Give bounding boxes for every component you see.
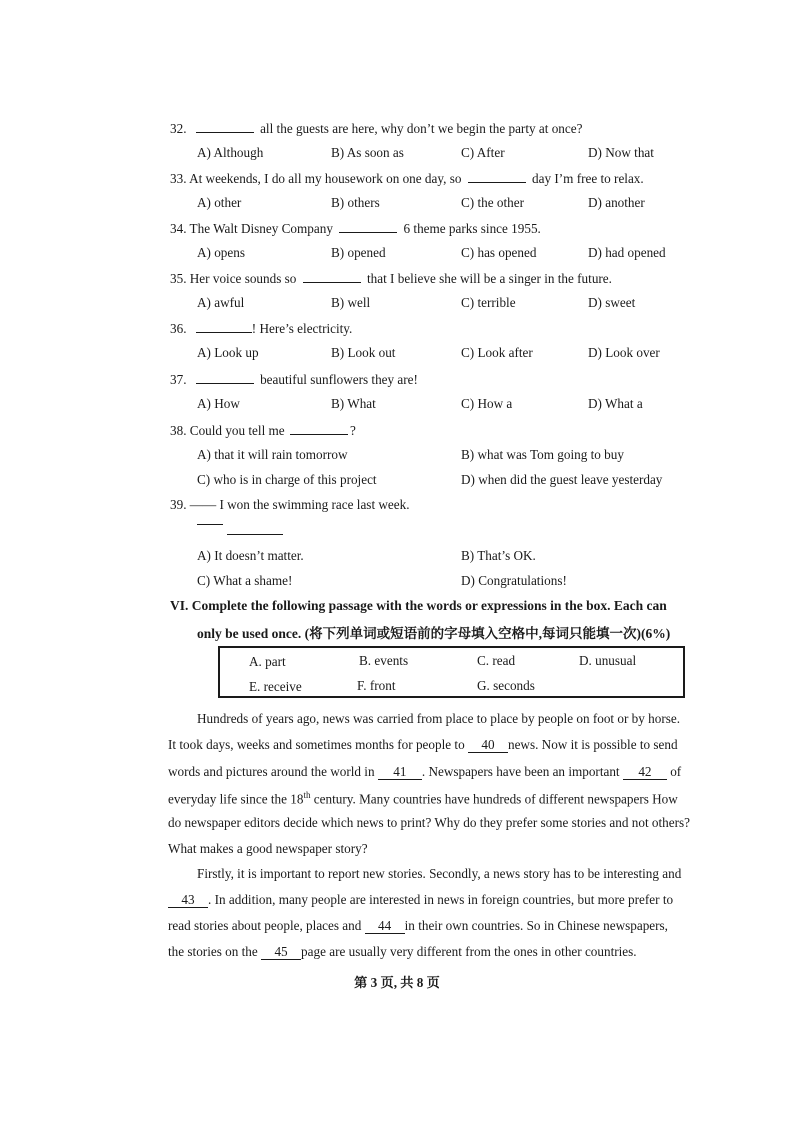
passage-text: of	[670, 764, 682, 779]
answer-blank	[196, 371, 254, 384]
passage-text: . Newspapers have been an important	[421, 764, 620, 779]
question-number: 35.	[170, 271, 187, 286]
option-c: C) has opened	[461, 245, 537, 260]
option-d: D) when did the guest leave yesterday	[461, 472, 663, 487]
question-number: 34.	[170, 221, 187, 236]
option-a: A) opens	[197, 245, 245, 260]
question-text: day I’m free to relax.	[532, 171, 644, 186]
option-b: B) That’s OK.	[461, 548, 536, 563]
option-b: B) what was Tom going to buy	[461, 447, 624, 462]
passage-line	[168, 918, 668, 934]
blank-44: 44	[365, 919, 405, 934]
question-text: Her voice sounds so	[189, 271, 297, 286]
page-footer: 第 3 页, 共 8 页	[354, 975, 440, 990]
passage-line: Hundreds of years ago, news was carried from place to place by people on foot or by horse.	[197, 711, 681, 726]
word-option: A. part	[249, 654, 286, 669]
option-d: D) another	[588, 195, 645, 210]
blank-40: 40	[468, 738, 508, 753]
option-a: A) How	[197, 396, 240, 411]
answer-blank	[290, 422, 348, 435]
option-a: A) that it will rain tomorrow	[197, 447, 348, 462]
question-text: Could you tell me	[189, 423, 285, 438]
word-option: E. receive	[249, 679, 302, 694]
blank-45: 45	[261, 945, 301, 960]
option-d: D) Look over	[588, 345, 660, 360]
passage-text: the stories on the	[168, 944, 258, 959]
option-d: D) Congratulations!	[461, 573, 567, 588]
question-number: 39.	[170, 497, 187, 512]
question-number: 33.	[170, 171, 187, 186]
word-option: B. events	[359, 653, 409, 668]
question-number: 37.	[170, 372, 187, 387]
option-c: C) How a	[461, 396, 513, 411]
question-number: 32.	[170, 121, 187, 136]
question-text: all the guests are here, why don’t we begin the party at once?	[260, 121, 583, 136]
question-39	[170, 497, 410, 513]
option-a: A) other	[197, 195, 242, 210]
option-d: D) What a	[588, 396, 643, 411]
question-text: beautiful sunflowers they are!	[260, 372, 418, 387]
answer-blank	[196, 120, 254, 133]
passage-text: . In addition, many people are interested in news in foreign countries, but more prefer to	[208, 892, 674, 907]
question-36	[170, 320, 352, 337]
word-box	[218, 646, 685, 698]
option-d: D) had opened	[588, 245, 666, 260]
section-instructions: only be used once. (将下列单词或短语前的字母填入空格中,每词只能填一次)(6%)	[197, 626, 671, 641]
question-number: 38.	[170, 423, 187, 438]
question-text: At weekends, I do all my housework on one day, so	[189, 171, 462, 186]
passage-text: It took days, weeks and sometimes months for people to	[168, 737, 465, 752]
option-b: B) Look out	[331, 345, 396, 360]
passage-line	[168, 790, 678, 807]
passage-text: century. Many countries have hundreds of different newspapers How	[313, 791, 678, 807]
answer-blank	[196, 320, 252, 333]
option-b: B) As soon as	[331, 145, 404, 160]
blank-41: 41	[378, 765, 422, 780]
question-text: The Walt Disney Company	[189, 221, 333, 236]
question-text: ?	[349, 423, 356, 438]
option-b: B) opened	[331, 245, 386, 260]
question-34	[170, 220, 541, 237]
option-d: D) sweet	[588, 295, 636, 310]
option-b: B) well	[331, 295, 371, 310]
option-c: C) terrible	[461, 295, 516, 310]
word-option: D. unusual	[579, 653, 637, 668]
question-33	[170, 170, 644, 187]
section-heading: VI. Complete the following passage with the words or expressions in the box. Each can	[170, 598, 667, 613]
option-a: A) awful	[197, 295, 245, 310]
question-text: —— I won the swimming race last week.	[189, 497, 410, 512]
option-c: C) who is in charge of this project	[197, 472, 377, 487]
word-option: C. read	[477, 653, 516, 668]
passage-line: do newspaper editors decide which news to print? Why do they prefer some stories and not others?	[168, 815, 690, 830]
option-c: C) After	[461, 145, 505, 160]
passage-line: What makes a good newspaper story?	[168, 841, 368, 856]
passage-line	[168, 737, 678, 753]
question-text: 6 theme parks since 1955.	[403, 221, 541, 236]
passage-line	[168, 764, 681, 780]
passage-line	[168, 892, 673, 908]
question-38	[170, 422, 356, 439]
option-c: C) What a shame!	[197, 573, 293, 588]
passage-text: page are usually very different from the ones in other countries.	[301, 944, 637, 959]
passage-text: in their own countries. So in Chinese newspapers,	[404, 918, 668, 933]
passage-text: words and pictures around the world in	[168, 764, 375, 779]
option-d: D) Now that	[588, 145, 654, 160]
option-a: A) It doesn’t matter.	[197, 548, 304, 563]
answer-blank	[303, 270, 361, 283]
blank-43: 43	[168, 893, 208, 908]
question-text: ! Here’s electricity.	[251, 321, 353, 336]
passage-line	[168, 944, 637, 960]
option-b: B) others	[331, 195, 380, 210]
passage-text: everyday life since the 18	[168, 791, 304, 807]
response-line	[197, 524, 285, 536]
question-37	[170, 371, 418, 388]
option-c: C) Look after	[461, 345, 533, 360]
answer-blank	[468, 170, 526, 183]
passage-text: news. Now it is possible to send	[507, 737, 678, 752]
word-option: G. seconds	[477, 678, 535, 693]
answer-blank	[339, 220, 397, 233]
option-c: C) the other	[461, 195, 524, 210]
question-35	[170, 270, 612, 287]
option-a: A) Although	[197, 145, 264, 160]
question-32	[170, 120, 582, 137]
blank-42: 42	[623, 765, 667, 780]
passage-line: Firstly, it is important to report new stories. Secondly, a news story has to be interesting and	[197, 866, 682, 881]
word-option: F. front	[357, 678, 396, 693]
passage-text: read stories about people, places and	[168, 918, 362, 933]
option-a: A) Look up	[197, 345, 259, 360]
question-text: that I believe she will be a singer in the future.	[366, 271, 612, 286]
question-number: 36.	[170, 321, 187, 336]
option-b: B) What	[331, 396, 376, 411]
superscript: th	[303, 790, 311, 800]
